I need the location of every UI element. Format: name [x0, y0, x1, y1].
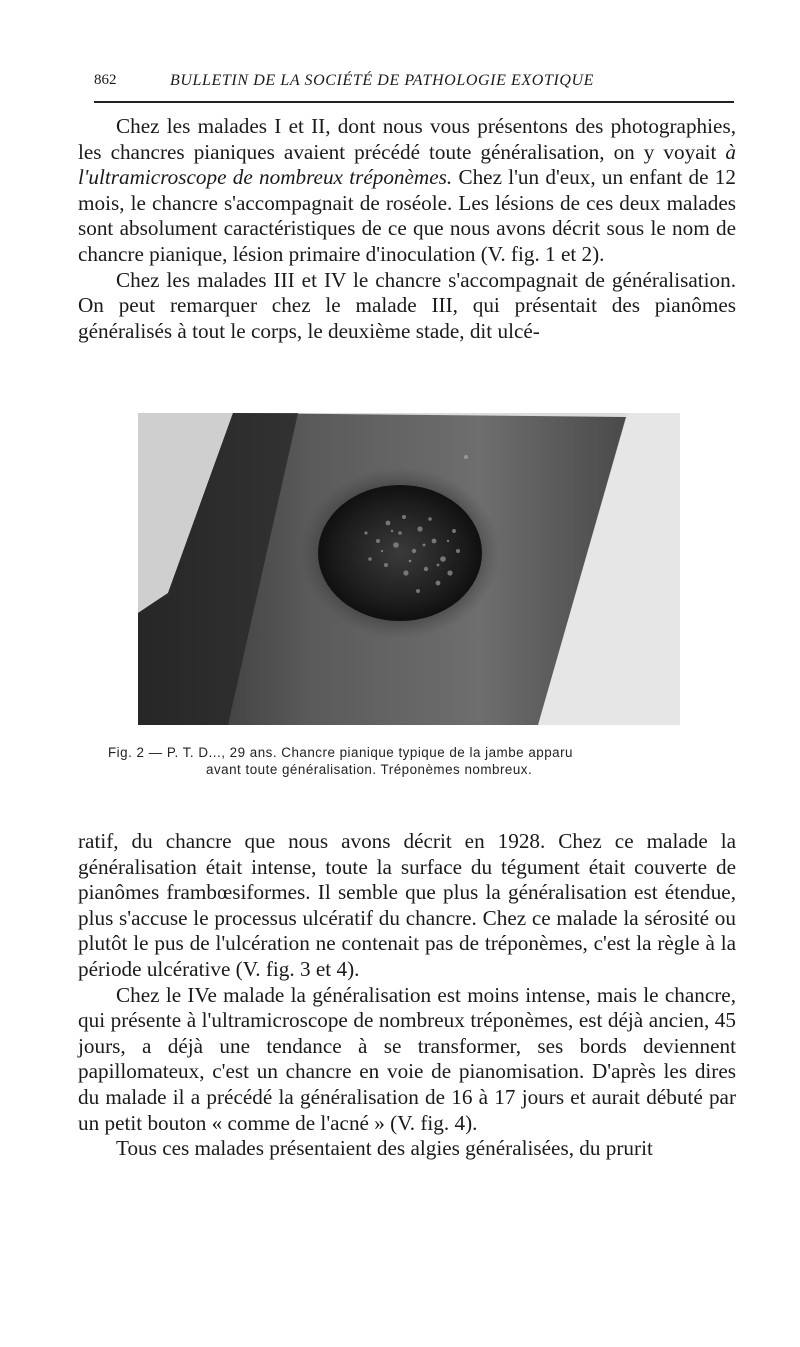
caption-line: Fig. 2 — P. T. D..., 29 ans. Chancre pianique typique de la jambe apparu	[108, 745, 574, 760]
paragraph	[78, 114, 736, 268]
page-number: 862	[94, 72, 117, 88]
text-block-top	[78, 114, 736, 344]
text-block-bottom	[78, 829, 736, 1162]
journal-title: BULLETIN DE LA SOCIÉTÉ DE PATHOLOGIE EXOTIQUE	[170, 72, 595, 89]
caption-line: avant toute généralisation. Tréponèmes nombreux.	[206, 762, 533, 777]
paragraph-text: Chez les malades III et IV le chancre s'accompagnait de généralisation. On peut remarquer chez le malade III, qui présentait des pianômes généralisés à tout le corps, le deuxième stade, dit ulcé-	[78, 267, 736, 343]
clinical-photograph	[138, 413, 680, 725]
header-rule	[94, 101, 734, 103]
figure-caption	[108, 744, 718, 778]
paragraph	[78, 268, 736, 345]
paragraph-text: Chez l'un d'eux, un enfant de 12 mois, le chancre s'accompagnait de roséole. Les lésions de ces deux malades sont absolument caractéristiques de ce que nous avons décrit sous le nom de chancre pianique, lésion primaire d'inoculation (V. fig. 1 et 2).	[78, 165, 736, 266]
paragraph: Chez le IVe malade la généralisation est moins intense, mais le chancre, qui présente à l'ultramicroscope de nombreux tréponèmes, est déjà ancien, 45 jours, a déjà une tendance à se transformer, ses bords deviennent papillomateux, c'est un chancre en voie de pianomisation. D'après les dires du malade il a précédé la généralisation de 16 à 17 jours et aurait débuté par un petit bouton « comme de l'acné » (V. fig. 4).	[78, 982, 736, 1135]
paragraph-italic-text: à l'ultramicroscope de nombreux tréponèmes.	[78, 139, 736, 190]
paragraph: ratif, du chancre que nous avons décrit en 1928. Chez ce malade la généralisation était intense, toute la surface du tégument était couverte de pianômes frambœsiformes. Il semble que plus la généralisation est étendue, plus s'accuse le processus ulcératif du chancre. Chez ce malade la sérosité ou plutôt le pus de l'ulcération ne contenait pas de tréponèmes, c'est la règle à la période ulcérative (V. fig. 3 et 4).	[78, 829, 736, 981]
leg-chancre-photo	[138, 413, 680, 725]
paragraph-text: Chez les malades I et II, dont nous vous présentons des photographies, les chancres pianiques avaient précédé toute généralisation, on y voyait	[78, 114, 736, 164]
paragraph: Tous ces malades présentaient des algies généralisées, du prurit	[116, 1136, 653, 1161]
running-head	[94, 68, 734, 98]
